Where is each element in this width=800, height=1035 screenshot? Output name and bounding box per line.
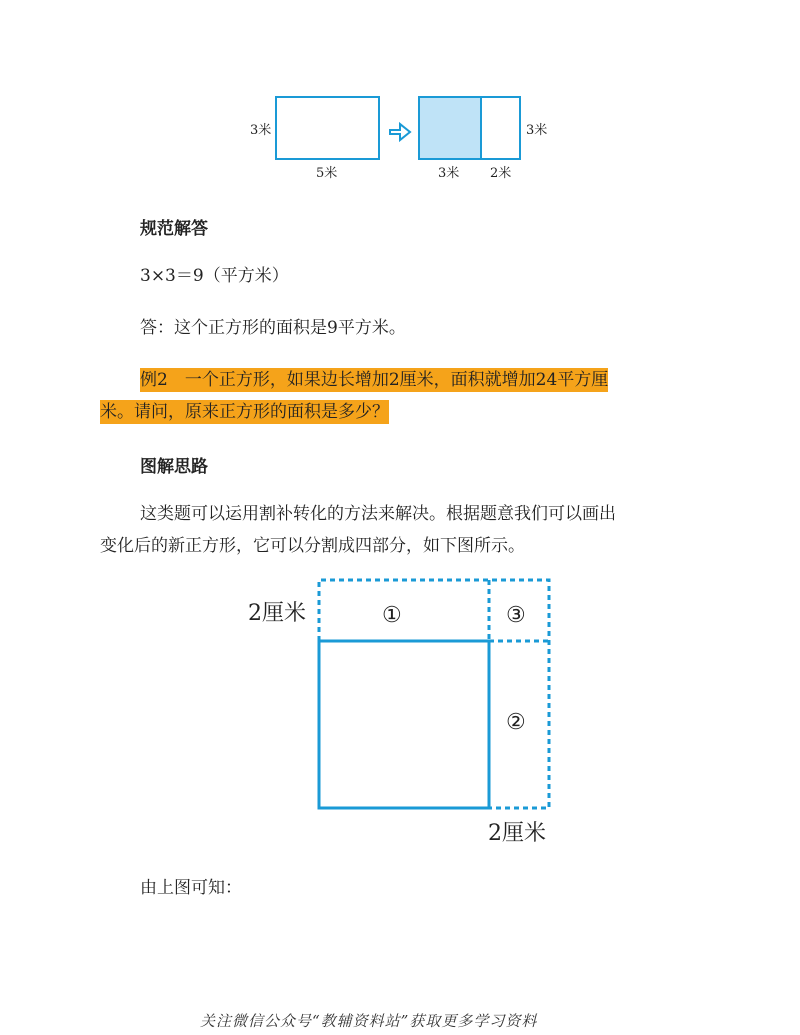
example2-line1: 例2 一个正方形，如果边长增加2厘米，面积就增加24平方厘 (140, 370, 609, 390)
thinking-line2: 变化后的新正方形，它可以分割成四部分，如下图所示。 (100, 536, 525, 556)
right-arrow-icon (390, 124, 410, 140)
example2-line2: 米。请问，原来正方形的面积是多少？ (100, 402, 389, 422)
rectangle-split-figure (240, 88, 570, 188)
footer-watermark: 关注微信公众号“教辅资料站”获取更多学习资料 (200, 1012, 538, 1030)
square-width-label: 3米 (438, 166, 460, 181)
bottom-side-label: 2厘米 (488, 821, 546, 846)
example2-text (100, 364, 710, 428)
solution-answer: 答：这个正方形的面积是9平方米。 (140, 318, 406, 338)
thinking-line1: 这类题可以运用割补转化的方法来解决。根据题意我们可以画出 (140, 504, 616, 524)
part-3-label: ③ (506, 603, 526, 628)
top-side-label: 2厘米 (248, 601, 306, 626)
square-extension-figure (240, 572, 570, 852)
remaining-part (481, 97, 520, 159)
original-rectangle (276, 97, 379, 159)
remaining-width-label: 2米 (490, 166, 512, 181)
original-square (319, 641, 489, 808)
part-2-label: ② (506, 710, 526, 735)
left-rect-width-label: 5米 (316, 166, 338, 181)
square-part (419, 97, 481, 159)
right-rect-height-label: 3米 (526, 123, 548, 138)
solution-heading: 规范解答 (140, 219, 208, 239)
solution-formula: 3×3＝9（平方米） (140, 266, 289, 286)
part-1-label: ① (382, 603, 402, 628)
left-rect-height-label: 3米 (250, 123, 272, 138)
conclusion-text: 由上图可知： (140, 878, 242, 898)
thinking-paragraph (100, 498, 720, 562)
thinking-heading: 图解思路 (140, 457, 208, 477)
